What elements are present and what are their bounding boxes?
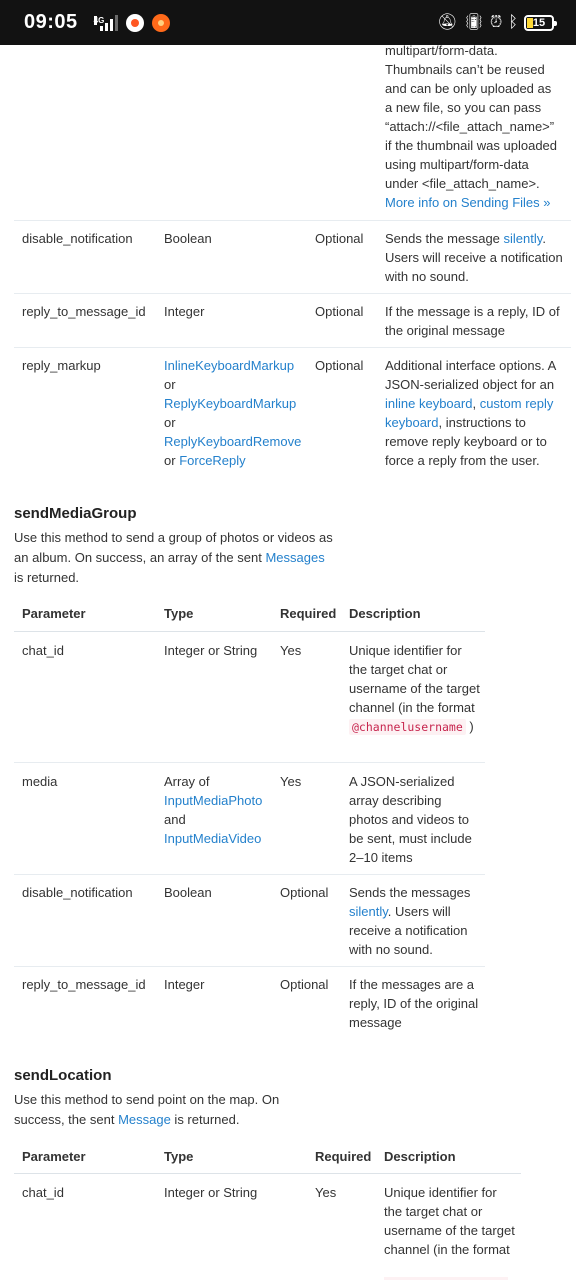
col-header-required: Required: [315, 1149, 372, 1164]
row-divider: [14, 762, 485, 763]
bluetooth-icon: ᛒ: [508, 13, 518, 31]
cell-signal-icon: 4G: [94, 15, 118, 31]
reply-keyboard-remove-link[interactable]: ReplyKeyboardRemove: [164, 434, 302, 449]
param-description: If the message is a reply, ID of the original message: [385, 304, 560, 338]
col-header-type: Type: [164, 606, 194, 621]
param-type: InlineKeyboardMarkup or ReplyKeyboardMarkup or ReplyKeyboardRemove or ForceReply: [164, 356, 309, 470]
param-description: Unique identifier for the target chat or username of the target channel (in the format @channelusername ): [349, 643, 480, 734]
param-type: Array of InputMediaPhoto and InputMediaVideo: [164, 772, 274, 848]
force-reply-link[interactable]: ForceReply: [179, 453, 246, 468]
param-name: reply_to_message_id: [22, 304, 146, 319]
notification-app-icon: [126, 14, 144, 32]
thumb-description-continued: multipart/form-data. Thumbnails can’t be reused and can be only uploaded as a new file, so you can pass “attach://<file_attach_name>” if the thumbnail was uploaded using multipart/form-data under <file_attach_name>. More info on Sending Files »: [385, 45, 571, 212]
header-divider: [14, 631, 485, 632]
sending-files-link[interactable]: More info on Sending Files »: [385, 195, 551, 210]
param-name: disable_notification: [22, 231, 133, 246]
row-divider: [14, 293, 571, 294]
param-name: media: [22, 774, 58, 789]
param-description: Additional interface options. A JSON-serialized object for an inline keyboard, custom reply keyboard, instructions to remove reply keyboard or to force a reply from the user.: [385, 358, 556, 468]
col-header-description: Description: [349, 606, 421, 621]
inline-keyboard-link[interactable]: inline keyboard: [385, 396, 473, 411]
silently-link[interactable]: silently: [349, 904, 388, 919]
section-description: Use this method to send point on the map. On success, the sent Message is returned.: [14, 1092, 280, 1127]
input-media-photo-link[interactable]: InputMediaPhoto: [164, 793, 263, 808]
param-required: Optional: [315, 358, 364, 373]
param-required: Yes: [315, 1185, 337, 1200]
col-header-required: Required: [280, 606, 337, 621]
reply-keyboard-markup-link[interactable]: ReplyKeyboardMarkup: [164, 396, 297, 411]
param-required: Yes: [280, 643, 302, 658]
param-name: reply_to_message_id: [22, 977, 146, 992]
status-bar: [0, 0, 576, 45]
custom-reply-keyboard-link[interactable]: custom reply keyboard: [385, 396, 554, 430]
param-type: Integer or String: [164, 643, 258, 658]
row-divider: [14, 874, 485, 875]
param-required: Optional: [280, 977, 329, 992]
param-required: Optional: [315, 304, 364, 319]
col-header-parameter: Parameter: [22, 606, 86, 621]
clock: 09:05: [24, 11, 78, 33]
param-type: Boolean: [164, 885, 212, 900]
row-divider: [14, 966, 485, 967]
param-name: chat_id: [22, 643, 64, 658]
param-name: chat_id: [22, 1185, 64, 1200]
section-description: Use this method to send a group of photos or videos as an album. On success, an array of the sent Messages is returned.: [14, 530, 333, 585]
param-description: A JSON-serialized array describing photos and videos to be sent, must include 2–10 items: [349, 774, 472, 865]
col-header-description: Description: [384, 1149, 456, 1164]
message-link[interactable]: Message: [118, 1112, 171, 1127]
header-divider: [14, 1173, 521, 1174]
param-description: If the messages are a reply, ID of the original message: [349, 977, 479, 1030]
param-required: Optional: [280, 885, 329, 900]
silently-link[interactable]: silently: [503, 231, 543, 246]
param-type: Boolean: [164, 231, 212, 246]
notification-app-icon-2: [152, 14, 170, 32]
row-divider: [14, 347, 571, 348]
doc-content[interactable]: [0, 45, 576, 1280]
section-title-sendmediagroup[interactable]: sendMediaGroup: [14, 505, 137, 522]
param-type: Integer: [164, 304, 205, 319]
input-media-video-link[interactable]: InputMediaVideo: [164, 831, 262, 846]
row-divider: [14, 220, 571, 221]
param-type: Integer: [164, 977, 205, 992]
param-required: Optional: [315, 231, 364, 246]
vibrate-icon: 📳︎: [463, 13, 484, 31]
section-title-sendlocation[interactable]: sendLocation: [14, 1067, 112, 1084]
mute-bell-icon: 🔕︎: [437, 13, 458, 31]
param-description: Unique identifier for the target chat or username of the target channel (in the format: [384, 1185, 515, 1257]
param-type: Integer or String: [164, 1185, 258, 1200]
param-description: Sends the messages silently. Users will receive a notification with no sound.: [349, 885, 471, 957]
param-required: Yes: [280, 774, 302, 789]
inline-keyboard-markup-link[interactable]: InlineKeyboardMarkup: [164, 358, 295, 373]
param-description: Sends the message silently. Users will receive a notification with no sound.: [385, 231, 563, 284]
col-header-type: Type: [164, 1149, 194, 1164]
param-name: reply_markup: [22, 358, 101, 373]
inline-code: @channelusername: [349, 719, 466, 735]
col-header-parameter: Parameter: [22, 1149, 86, 1164]
param-name: disable_notification: [22, 885, 133, 900]
battery-icon: 15: [524, 15, 554, 31]
messages-link[interactable]: Messages: [265, 550, 325, 565]
alarm-icon: ⏰︎: [489, 13, 503, 31]
